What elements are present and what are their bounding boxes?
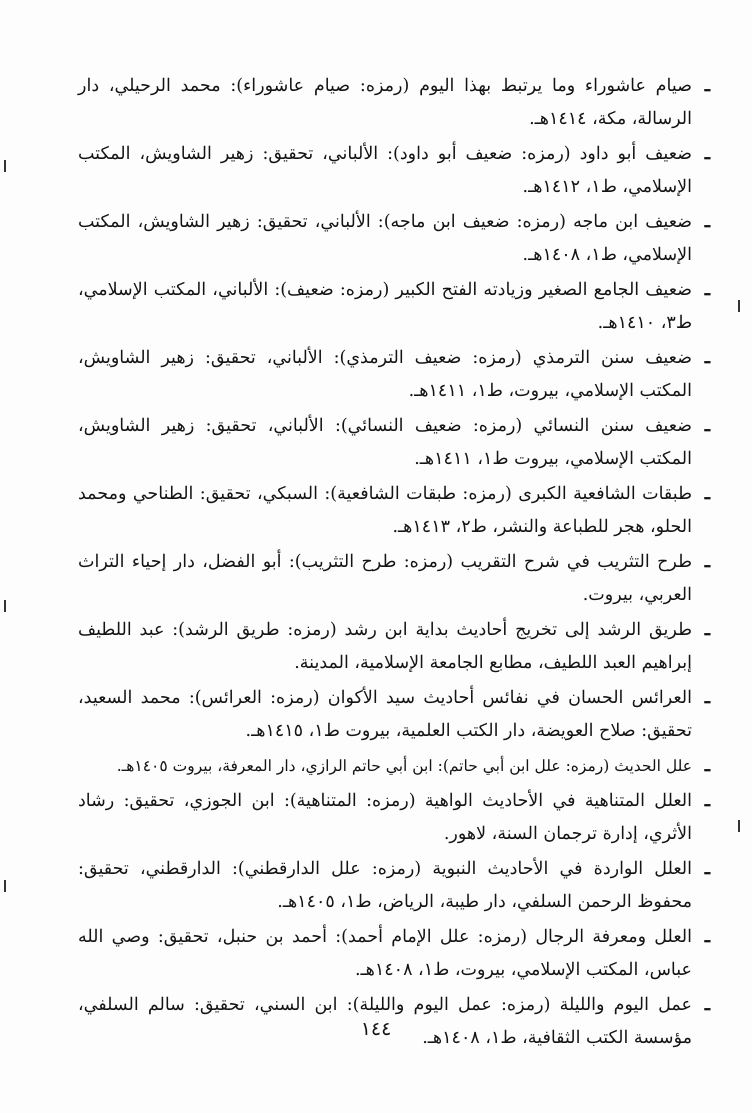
bibliography-entry xyxy=(78,410,710,475)
bibliography-entry xyxy=(78,138,710,203)
bibliography-entry xyxy=(78,785,710,850)
entry-bullet: ـ xyxy=(704,347,710,368)
bibliography-entry xyxy=(78,478,710,543)
entry-bullet: ـ xyxy=(704,755,710,776)
bibliography-entry xyxy=(78,342,710,407)
bibliography-entry xyxy=(78,206,710,271)
entry-text: صيام عاشوراء وما يرتبط بهذا اليوم (رمزه: صيام عاشوراء): محمد الرحيلي، دار الرسالة، مكة، ١٤١٤هـ. xyxy=(78,76,692,129)
bibliography-list xyxy=(78,70,710,1057)
scan-edge-mark xyxy=(738,820,740,832)
entry-bullet: ـ xyxy=(704,858,710,879)
bibliography-entry xyxy=(78,546,710,611)
bibliography-entry xyxy=(78,614,710,679)
entry-text: طريق الرشد إلى تخريج أحاديث بداية ابن رشد (رمزه: طريق الرشد): عبد اللطيف إبراهيم العبد اللطيف، مطابع الجامعة الإسلامية، المدينة. xyxy=(78,620,692,673)
entry-bullet: ـ xyxy=(704,143,710,164)
entry-text: العلل الواردة في الأحاديث النبوية (رمزه: علل الدارقطني): الدارقطني، تحقيق: محفوظ الرحمن السلفي، دار طيبة، الرياض، ط١، ١٤٠٥هـ. xyxy=(78,859,692,912)
entry-bullet: ـ xyxy=(704,926,710,947)
entry-text: ضعيف الجامع الصغير وزيادته الفتح الكبير (رمزه: ضعيف): الألباني، المكتب الإسلامي، ط٣، ١٤١٠هـ. xyxy=(78,280,692,333)
bibliography-entry xyxy=(78,70,710,135)
scan-edge-mark xyxy=(4,880,6,892)
entry-text: عمل اليوم والليلة (رمزه: عمل اليوم والليلة): ابن السني، تحقيق: سالم السلفي، مؤسسة الكتب الثقافية، ط١، ١٤٠٨هـ. xyxy=(78,995,692,1048)
bibliography-entry xyxy=(78,274,710,339)
page-number: ١٤٤ xyxy=(360,1018,392,1040)
entry-bullet: ـ xyxy=(704,687,710,708)
scan-edge-mark xyxy=(738,300,740,312)
entry-bullet: ـ xyxy=(704,415,710,436)
entry-bullet: ـ xyxy=(704,619,710,640)
entry-text: العلل ومعرفة الرجال (رمزه: علل الإمام أحمد): أحمد بن حنبل، تحقيق: وصي الله عباس، المكتب الإسلامي، بيروت، ط١، ١٤٠٨هـ. xyxy=(78,927,692,980)
bibliography-entry xyxy=(78,750,710,782)
entry-bullet: ـ xyxy=(704,790,710,811)
entry-text: العرائس الحسان في نفائس أحاديث سيد الأكوان (رمزه: العرائس): محمد السعيد، تحقيق: صلاح العويضة، دار الكتب العلمية، بيروت ط١، ١٤١٥هـ. xyxy=(78,688,692,741)
entry-text: طرح التثريب في شرح التقريب (رمزه: طرح التثريب): أبو الفضل، دار إحياء التراث العربي، بيروت. xyxy=(78,552,692,605)
bibliography-entry xyxy=(78,921,710,986)
entry-text: ضعيف أبو داود (رمزه: ضعيف أبو داود): الألباني، تحقيق: زهير الشاويش، المكتب الإسلامي، ط١، ١٤١٢هـ. xyxy=(78,144,692,197)
entry-text: طبقات الشافعية الكبرى (رمزه: طبقات الشافعية): السبكي، تحقيق: الطناحي ومحمد الحلو، هجر للطباعة والنشر، ط٢، ١٤١٣هـ. xyxy=(78,484,692,537)
entry-bullet: ـ xyxy=(704,483,710,504)
scan-edge-mark xyxy=(4,600,6,612)
entry-bullet: ـ xyxy=(704,279,710,300)
entry-text: علل الحديث (رمزه: علل ابن أبي حاتم): ابن أبي حاتم الرازي، دار المعرفة، بيروت ١٤٠٥هـ. xyxy=(116,757,692,775)
bibliography-entry xyxy=(78,853,710,918)
entry-bullet: ـ xyxy=(704,551,710,572)
entry-text: ضعيف سنن الترمذي (رمزه: ضعيف الترمذي): الألباني، تحقيق: زهير الشاويش، المكتب الإسلامي، بيروت، ط١، ١٤١١هـ. xyxy=(78,348,692,401)
entry-text: العلل المتناهية في الأحاديث الواهية (رمزه: المتناهية): ابن الجوزي، تحقيق: رشاد الأثري، إدارة ترجمان السنة، لاهور. xyxy=(78,791,692,844)
scan-edge-mark xyxy=(4,160,6,172)
bibliography-entry xyxy=(78,682,710,747)
entry-text: ضعيف ابن ماجه (رمزه: ضعيف ابن ماجه): الألباني، تحقيق: زهير الشاويش، المكتب الإسلامي، ط١، ١٤٠٨هـ. xyxy=(78,212,692,265)
entry-text: ضعيف سنن النسائي (رمزه: ضعيف النسائي): الألباني، تحقيق: زهير الشاويش، المكتب الإسلامي، بيروت ط١، ١٤١١هـ. xyxy=(78,416,692,469)
entry-bullet: ـ xyxy=(704,75,710,96)
entry-bullet: ـ xyxy=(704,994,710,1015)
entry-bullet: ـ xyxy=(704,211,710,232)
